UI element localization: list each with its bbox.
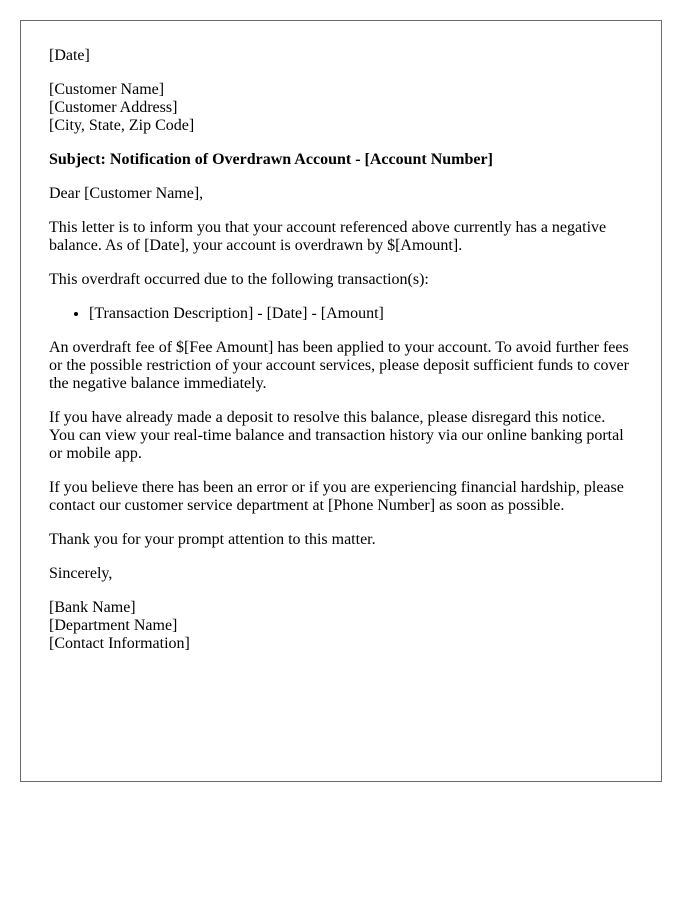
paragraph-overdraft-fee: An overdraft fee of $[Fee Amount] has been applied to your account. To avoid further fees or the possible restriction of your account services, please deposit sufficient funds to cover the negative balance immediately. (49, 339, 629, 392)
sender-department-name: [Department Name] (49, 617, 178, 634)
recipient-address-block (49, 81, 633, 135)
paragraph-negative-balance: This letter is to inform you that your account referenced above currently has a negative balance. As of [Date], your account is overdrawn by $[Amount]. (49, 219, 607, 254)
paragraph-contact: If you believe there has been an error or if you are experiencing financial hardship, please contact our customer service department at [Phone Number] as soon as possible. (49, 479, 624, 514)
sender-bank-name: [Bank Name] (49, 599, 136, 616)
letter-salutation: Dear [Customer Name], (49, 185, 204, 202)
letter-closing: Sincerely, (49, 565, 113, 582)
paragraph-deposit-notice: If you have already made a deposit to resolve this balance, please disregard this notice. You can view your real-time balance and transaction history via our online banking portal or mobile app. (49, 409, 624, 462)
recipient-city-state-zip: [City, State, Zip Code] (49, 117, 195, 134)
letter-date: [Date] (49, 47, 90, 64)
letter-page (20, 20, 662, 782)
letter-subject: Subject: Notification of Overdrawn Account - [Account Number] (49, 151, 493, 168)
paragraph-thanks: Thank you for your prompt attention to this matter. (49, 531, 376, 548)
transaction-list (49, 305, 633, 323)
paragraph-transactions-intro: This overdraft occurred due to the following transaction(s): (49, 271, 429, 288)
transaction-item: • [Transaction Description] - [Date] - [Amount] (89, 305, 633, 323)
sender-contact-information: [Contact Information] (49, 635, 190, 652)
recipient-name: [Customer Name] (49, 81, 165, 98)
sender-signature-block (49, 599, 633, 653)
recipient-address: [Customer Address] (49, 99, 178, 116)
